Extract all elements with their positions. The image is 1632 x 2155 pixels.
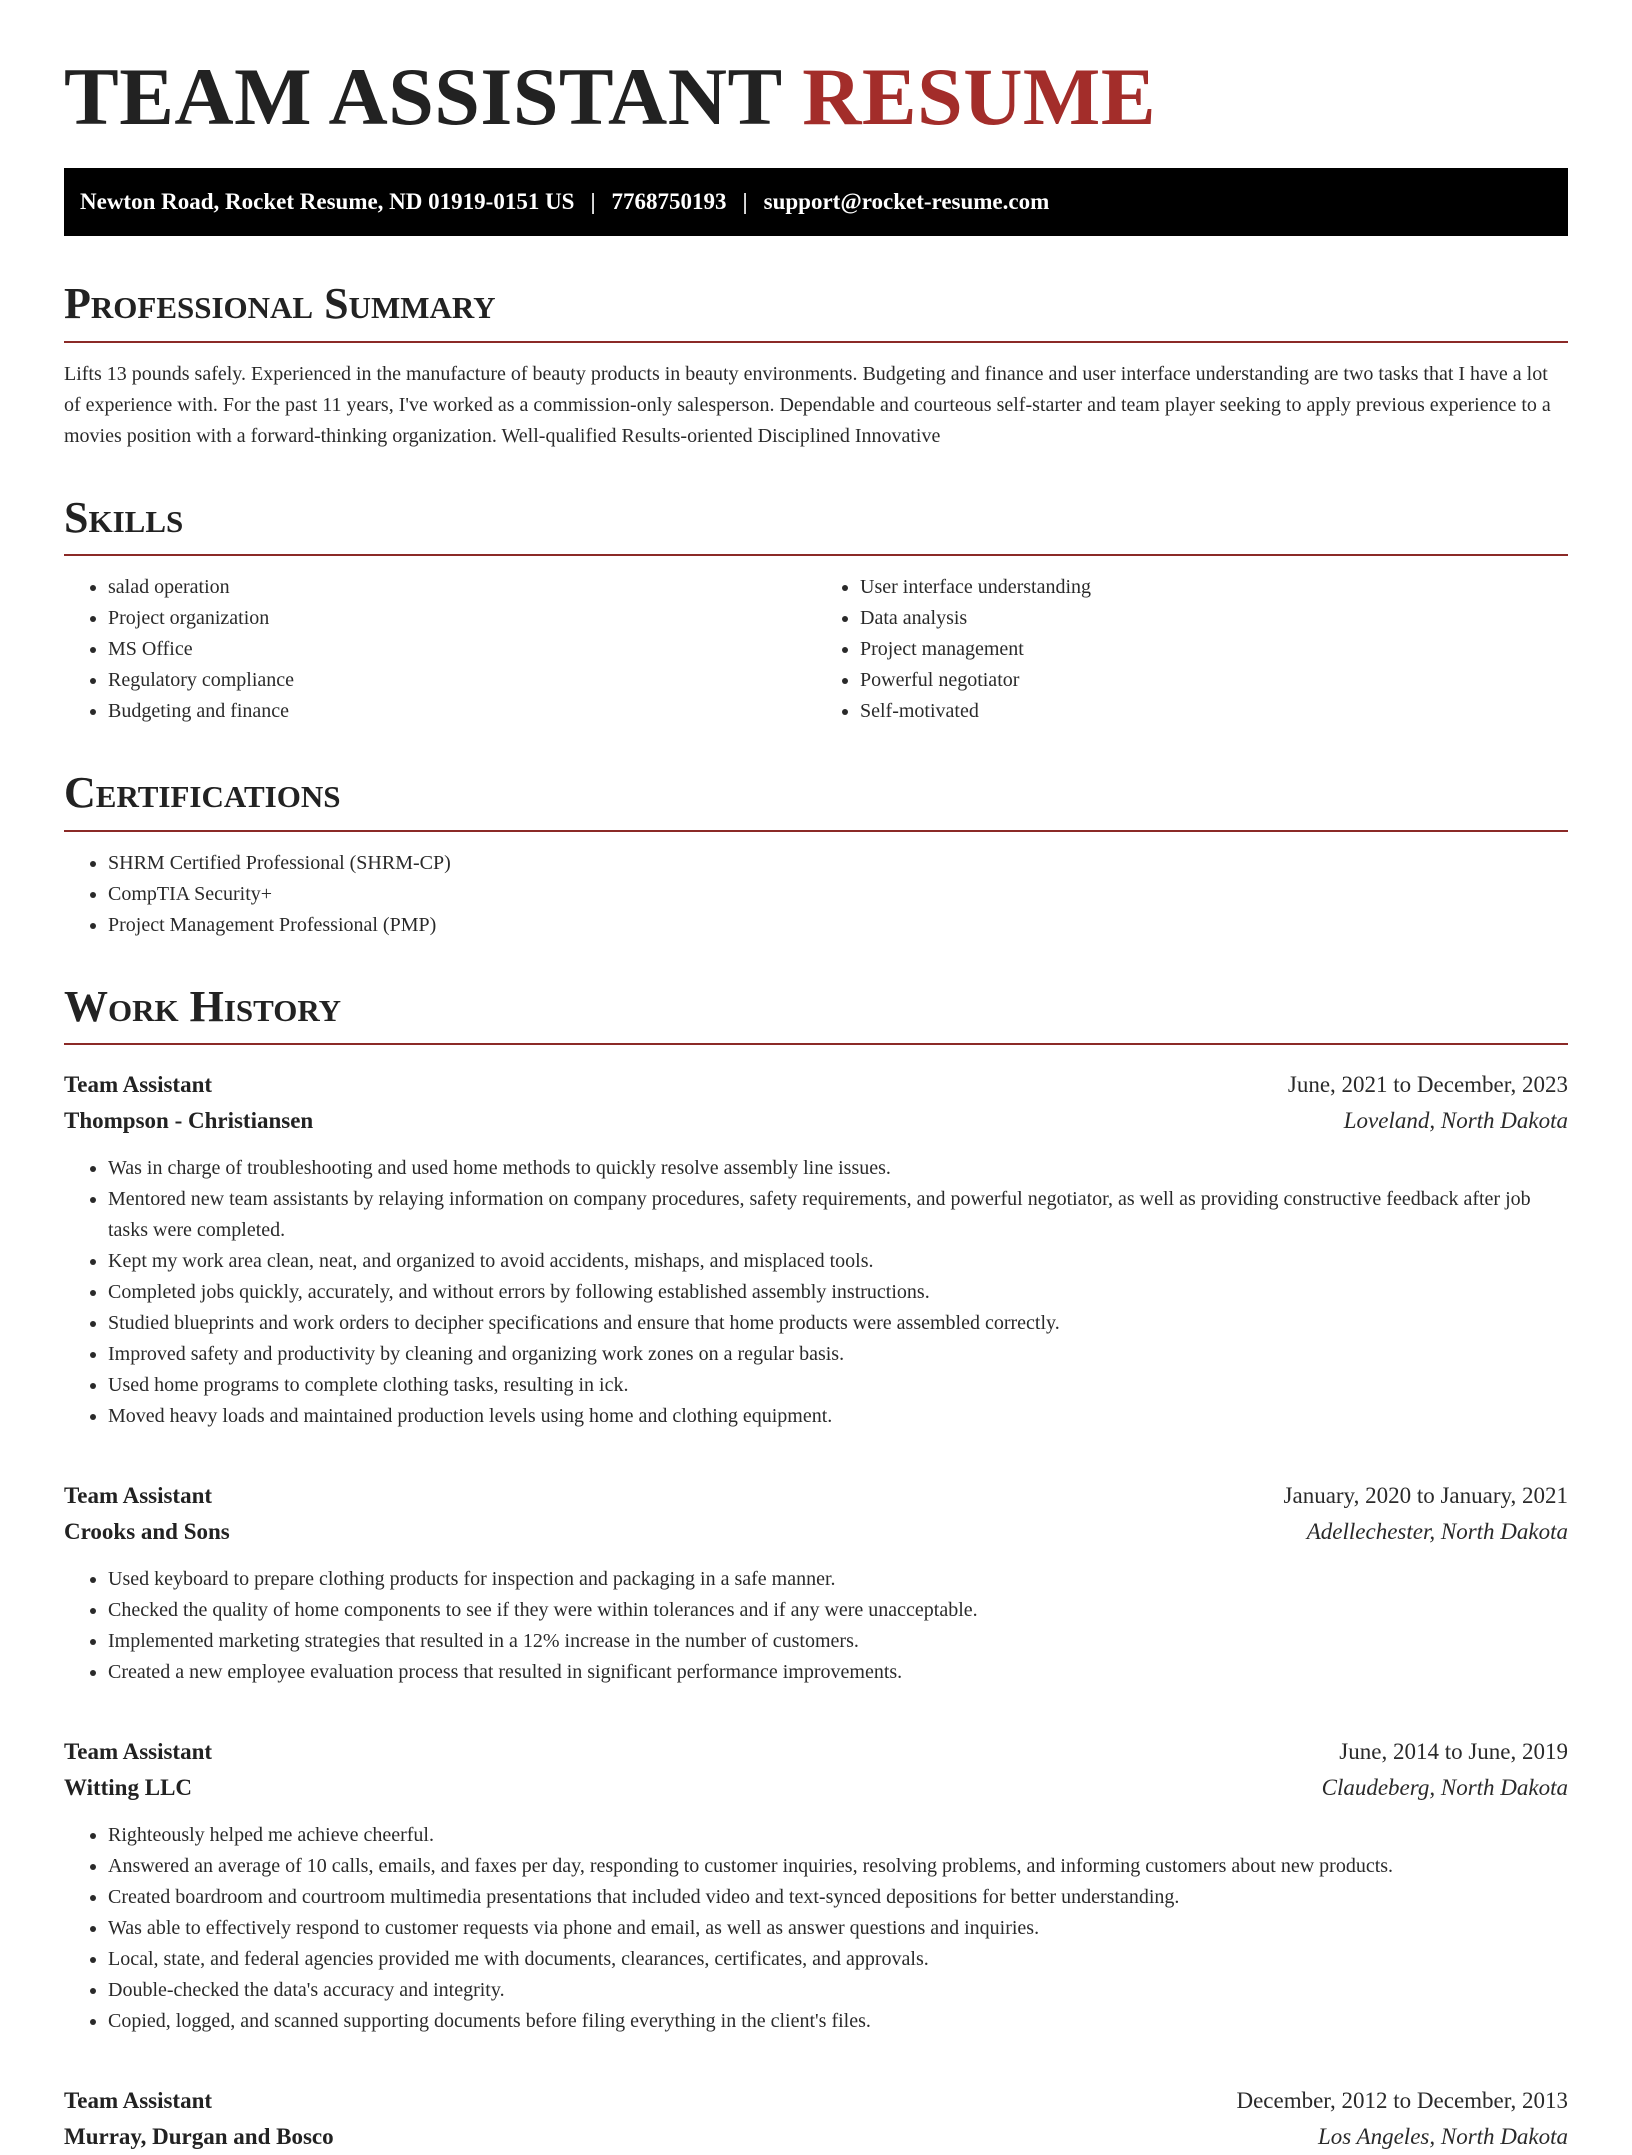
job-duty-item: • Used keyboard to prepare clothing products for inspection and packaging in a safe manner. xyxy=(108,1564,1568,1595)
job-duty-item: • Created boardroom and courtroom multimedia presentations that included video and text-synced depositions for better understanding. xyxy=(108,1882,1568,1913)
job-dates: June, 2014 to June, 2019 xyxy=(1339,1738,1568,1764)
job-location: Claudeberg, North Dakota xyxy=(1321,1774,1568,1800)
job-company: Thompson - Christiansen xyxy=(64,1107,314,1133)
skills-section xyxy=(64,494,1568,727)
job-title: Team Assistant xyxy=(64,2087,213,2113)
contact-separator: | xyxy=(590,189,596,215)
job-duties-list xyxy=(64,1820,1568,2037)
resume-title xyxy=(64,48,1568,146)
skills-list-left xyxy=(64,572,816,727)
job-company-row xyxy=(64,1103,1568,1139)
job-entry xyxy=(64,1734,1568,2037)
job-location: Loveland, North Dakota xyxy=(1343,1107,1568,1133)
job-dates: June, 2021 to December, 2023 xyxy=(1287,1071,1568,1097)
job-duties-list xyxy=(64,1153,1568,1432)
skill-item: • Project management xyxy=(860,634,1568,665)
contact-email: support@rocket-resume.com xyxy=(763,189,1050,215)
skill-item: • salad operation xyxy=(108,572,816,603)
contact-phone: 7768750193 xyxy=(611,189,727,215)
job-duty-item: • Mentored new team assistants by relaying information on company procedures, safety requirements, and powerful negotiator, as well as providing constructive feedback after job tasks were completed. xyxy=(108,1184,1568,1246)
contact-address: Newton Road, Rocket Resume, ND 01919-0151 US xyxy=(80,189,575,215)
job-entry xyxy=(64,1067,1568,1432)
job-duty-item: • Completed jobs quickly, accurately, and without errors by following established assembly instructions. xyxy=(108,1277,1568,1308)
job-duty-item: • Improved safety and productivity by cleaning and organizing work zones on a regular basis. xyxy=(108,1339,1568,1370)
summary-section xyxy=(64,280,1568,451)
job-header-row xyxy=(64,1734,1568,1770)
skill-item: • Data analysis xyxy=(860,603,1568,634)
work-history-section xyxy=(64,983,1568,2155)
skills-heading: Skills xyxy=(64,494,1568,556)
skill-item: • Powerful negotiator xyxy=(860,665,1568,696)
job-title: Team Assistant xyxy=(64,1738,213,1764)
skill-item: • User interface understanding xyxy=(860,572,1568,603)
skills-grid xyxy=(64,572,1568,727)
job-duty-item: • Was able to effectively respond to customer requests via phone and email, as well as answer questions and inquiries. xyxy=(108,1913,1568,1944)
skill-item: • MS Office xyxy=(108,634,816,665)
job-title: Team Assistant xyxy=(64,1482,213,1508)
job-duty-item: • Checked the quality of home components to see if they were within tolerances and if any were unacceptable. xyxy=(108,1595,1568,1626)
work-history-heading: Work History xyxy=(64,983,1568,1045)
skill-item: • Self-motivated xyxy=(860,696,1568,727)
job-company: Murray, Durgan and Bosco xyxy=(64,2123,334,2149)
job-duty-item: • Studied blueprints and work orders to decipher specifications and ensure that home products were assembled correctly. xyxy=(108,1308,1568,1339)
contact-bar xyxy=(64,168,1568,236)
skills-list-right xyxy=(816,572,1568,727)
job-duty-item: • Local, state, and federal agencies provided me with documents, clearances, certificates, and approvals. xyxy=(108,1944,1568,1975)
job-location: Adellechester, North Dakota xyxy=(1306,1518,1568,1544)
job-duty-item: • Answered an average of 10 calls, emails, and faxes per day, responding to customer inquiries, resolving problems, and informing customers about new products. xyxy=(108,1851,1568,1882)
skill-item: • Budgeting and finance xyxy=(108,696,816,727)
job-duty-item: • Moved heavy loads and maintained production levels using home and clothing equipment. xyxy=(108,1401,1568,1432)
job-company-row xyxy=(64,2119,1568,2155)
job-company: Crooks and Sons xyxy=(64,1518,230,1544)
summary-text: Lifts 13 pounds safely. Experienced in the manufacture of beauty products in beauty environments. Budgeting and finance and user interface understanding are two tasks that I have a lot of experience with. For the past 11 years, I've worked as a commission-only salesperson. Dependable and courteous self-starter and team player seeking to apply previous experience to a movies position with a forward-thinking organization. Well-qualified Results-oriented Disciplined Innovative xyxy=(64,362,1551,447)
job-entry xyxy=(64,1478,1568,1688)
certifications-section xyxy=(64,769,1568,940)
job-company: Witting LLC xyxy=(64,1774,193,1800)
job-dates: December, 2012 to December, 2013 xyxy=(1236,2087,1568,2113)
job-duty-item: • Double-checked the data's accuracy and integrity. xyxy=(108,1975,1568,2006)
job-duty-item: • Kept my work area clean, neat, and organized to avoid accidents, mishaps, and misplaced tools. xyxy=(108,1246,1568,1277)
title-main: TEAM ASSISTANT xyxy=(64,51,782,142)
job-location: Los Angeles, North Dakota xyxy=(1317,2123,1568,2149)
job-company-row xyxy=(64,1514,1568,1550)
certification-item: • Project Management Professional (PMP) xyxy=(108,910,1568,941)
certifications-heading: Certifications xyxy=(64,769,1568,831)
job-duty-item: • Was in charge of troubleshooting and used home methods to quickly resolve assembly line issues. xyxy=(108,1153,1568,1184)
title-accent: RESUME xyxy=(802,51,1157,142)
job-header-row xyxy=(64,1067,1568,1103)
skill-item: • Project organization xyxy=(108,603,816,634)
job-duty-item: • Copied, logged, and scanned supporting documents before filing everything in the client's files. xyxy=(108,2006,1568,2037)
job-duty-item: • Righteously helped me achieve cheerful. xyxy=(108,1820,1568,1851)
job-duties-list xyxy=(64,1564,1568,1688)
job-duty-item: • Implemented marketing strategies that resulted in a 12% increase in the number of customers. xyxy=(108,1626,1568,1657)
contact-separator: | xyxy=(742,189,748,215)
job-title: Team Assistant xyxy=(64,1071,213,1097)
certifications-list xyxy=(64,848,1568,941)
job-header-row xyxy=(64,1478,1568,1514)
job-duty-item: • Used home programs to complete clothing tasks, resulting in ick. xyxy=(108,1370,1568,1401)
job-company-row xyxy=(64,1770,1568,1806)
job-duty-item: • Created a new employee evaluation process that resulted in significant performance improvements. xyxy=(108,1657,1568,1688)
certification-item: • CompTIA Security+ xyxy=(108,879,1568,910)
certification-item: • SHRM Certified Professional (SHRM-CP) xyxy=(108,848,1568,879)
job-header-row xyxy=(64,2083,1568,2119)
job-entry xyxy=(64,2083,1568,2155)
job-dates: January, 2020 to January, 2021 xyxy=(1283,1482,1568,1508)
skill-item: • Regulatory compliance xyxy=(108,665,816,696)
summary-heading: Professional Summary xyxy=(64,280,1568,342)
